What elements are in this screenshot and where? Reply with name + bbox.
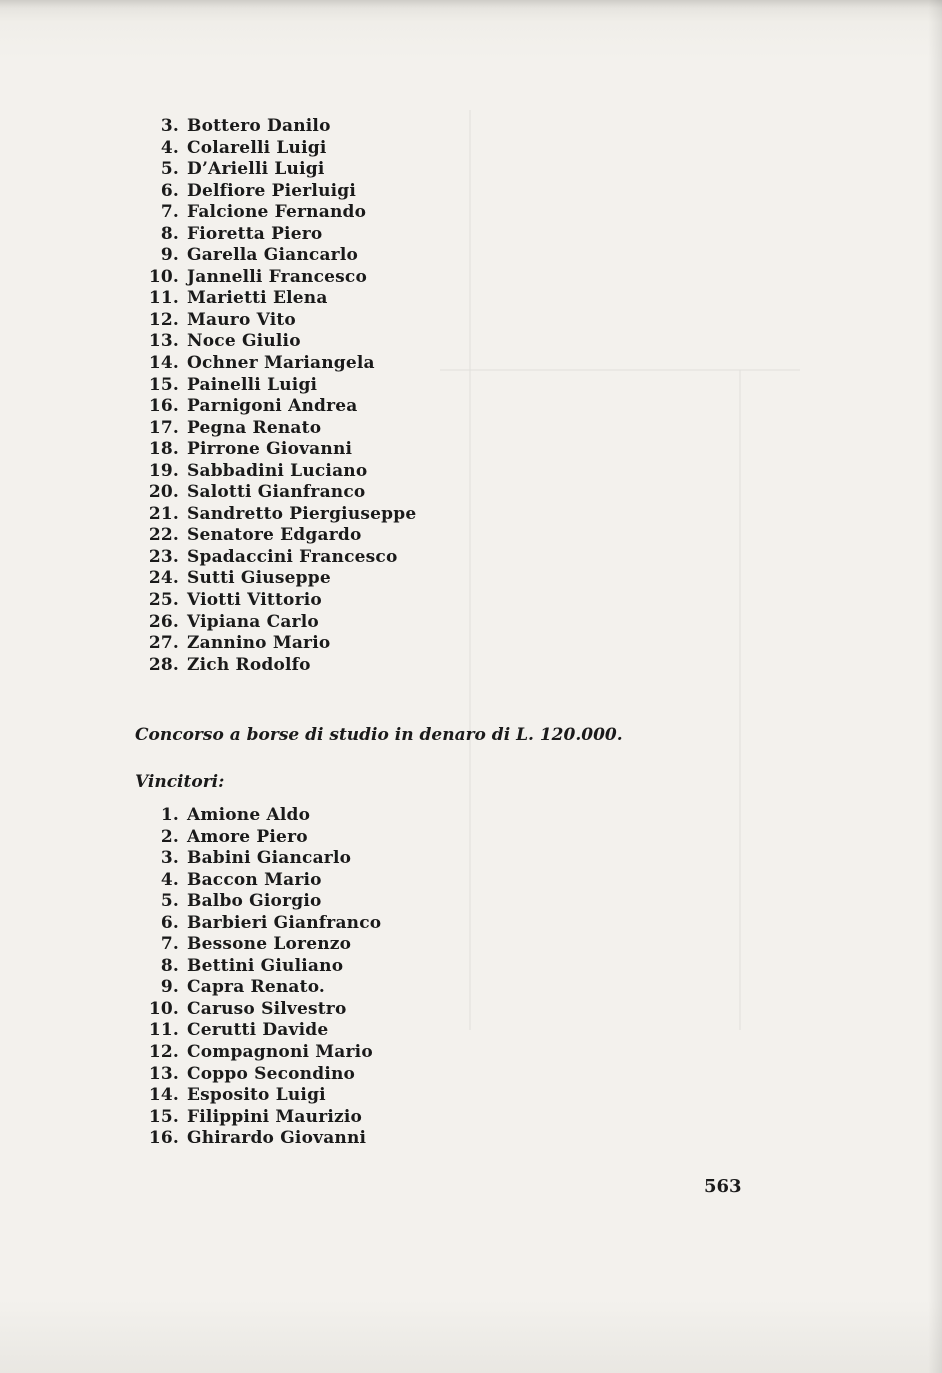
- item-name: Zannino Mario: [187, 633, 331, 654]
- item-name: Barbieri Gianfranco: [187, 912, 382, 933]
- item-name: Coppo Secondino: [187, 1063, 356, 1084]
- list-item: [133, 633, 416, 655]
- list-item: [133, 202, 416, 224]
- item-name: Spadaccini Francesco: [187, 546, 398, 567]
- page-number: 563: [704, 1176, 742, 1197]
- item-name: Falcione Fernando: [187, 202, 367, 223]
- list-item: [133, 805, 381, 827]
- item-number: 16.: [148, 1128, 179, 1149]
- item-number: 10.: [148, 266, 179, 287]
- list-item: [133, 870, 381, 892]
- item-number: 17.: [148, 417, 179, 438]
- list-item: [133, 827, 381, 849]
- reverse-side-bleed-through: [440, 110, 800, 1030]
- item-name: Bottero Danilo: [187, 116, 331, 136]
- list-item: [133, 655, 416, 677]
- list-item: [133, 482, 416, 504]
- list-item: [133, 353, 416, 375]
- item-name: Viotti Vittorio: [187, 590, 322, 611]
- item-number: 27.: [148, 633, 179, 654]
- item-name: Cerutti Davide: [187, 1020, 329, 1041]
- item-name: Esposito Luigi: [187, 1085, 326, 1106]
- item-name: Amore Piero: [187, 826, 308, 847]
- list-item: [133, 1085, 381, 1107]
- item-name: D’Arielli Luigi: [187, 159, 325, 180]
- list-item: [133, 956, 381, 978]
- item-name: Delfiore Pierluigi: [187, 180, 357, 201]
- list-item: [133, 848, 381, 870]
- list-item: [133, 181, 416, 203]
- item-number: 8.: [160, 223, 179, 244]
- item-name: Compagnoni Mario: [187, 1042, 373, 1063]
- item-number: 25.: [148, 590, 179, 611]
- item-number: 21.: [148, 503, 179, 524]
- list-item: [133, 612, 416, 634]
- list-item: [133, 1064, 381, 1086]
- list-item: [133, 525, 416, 547]
- list-item: [133, 138, 416, 160]
- item-name: Amione Aldo: [187, 805, 311, 825]
- item-number: 4.: [160, 869, 179, 890]
- item-name: Bessone Lorenzo: [187, 934, 352, 955]
- item-number: 3.: [160, 848, 179, 869]
- item-name: Bettini Giuliano: [187, 955, 344, 976]
- item-number: 12.: [148, 1042, 179, 1063]
- item-name: Pegna Renato: [187, 417, 322, 438]
- item-name: Filippini Maurizio: [187, 1106, 363, 1127]
- section-title: Concorso a borse di studio in denaro di L. 120.000.: [135, 725, 623, 745]
- item-number: 5.: [160, 159, 179, 180]
- item-name: Capra Renato.: [187, 977, 326, 998]
- item-number: 8.: [160, 955, 179, 976]
- list-item: [133, 267, 416, 289]
- item-number: 15.: [148, 1106, 179, 1127]
- item-number: 11.: [148, 288, 179, 309]
- item-name: Sutti Giuseppe: [187, 568, 331, 589]
- item-number: 14.: [148, 1085, 179, 1106]
- item-number: 15.: [148, 374, 179, 395]
- list-item: [133, 310, 416, 332]
- item-number: 23.: [148, 546, 179, 567]
- list-item: [133, 116, 416, 138]
- list-item: [133, 1020, 381, 1042]
- item-number: 26.: [148, 611, 179, 632]
- item-number: 1.: [160, 805, 179, 825]
- item-number: 3.: [160, 116, 179, 136]
- list-item: [133, 418, 416, 440]
- item-number: 11.: [148, 1020, 179, 1041]
- item-name: Noce Giulio: [187, 331, 301, 352]
- item-name: Pirrone Giovanni: [187, 439, 353, 460]
- item-number: 9.: [160, 977, 179, 998]
- list-item: [133, 224, 416, 246]
- list-item: [133, 547, 416, 569]
- item-number: 13.: [148, 1063, 179, 1084]
- list-item: [133, 977, 381, 999]
- list-item: [133, 1107, 381, 1129]
- list-item: [133, 999, 381, 1021]
- list-item: [133, 288, 416, 310]
- item-number: 6.: [160, 180, 179, 201]
- item-name: Senatore Edgardo: [187, 525, 362, 546]
- item-name: Vipiana Carlo: [187, 611, 319, 632]
- item-name: Fioretta Piero: [187, 223, 323, 244]
- list-item: [133, 891, 381, 913]
- item-number: 13.: [148, 331, 179, 352]
- list-item: [133, 245, 416, 267]
- list-item: [133, 439, 416, 461]
- item-number: 19.: [148, 460, 179, 481]
- winners-name-list: [133, 805, 381, 1150]
- item-number: 28.: [148, 654, 179, 675]
- list-item: [133, 913, 381, 935]
- item-number: 5.: [160, 891, 179, 912]
- item-name: Caruso Silvestro: [187, 998, 347, 1019]
- item-name: Colarelli Luigi: [187, 137, 327, 158]
- winners-label: Vincitori:: [135, 772, 225, 792]
- item-name: Marietti Elena: [187, 288, 328, 309]
- item-number: 16.: [148, 396, 179, 417]
- item-name: Ochner Mariangela: [187, 353, 375, 374]
- item-name: Sabbadini Luciano: [187, 460, 368, 481]
- item-name: Painelli Luigi: [187, 374, 318, 395]
- item-number: 18.: [148, 439, 179, 460]
- item-number: 2.: [160, 826, 179, 847]
- item-name: Parnigoni Andrea: [187, 396, 358, 417]
- list-item: [133, 590, 416, 612]
- item-number: 22.: [148, 525, 179, 546]
- item-name: Baccon Mario: [187, 869, 322, 890]
- item-name: Sandretto Piergiuseppe: [187, 503, 417, 524]
- list-item: [133, 396, 416, 418]
- item-name: Babini Giancarlo: [187, 848, 352, 869]
- list-item: [133, 375, 416, 397]
- continued-name-list: [133, 116, 416, 676]
- item-number: 7.: [160, 202, 179, 223]
- item-name: Salotti Gianfranco: [187, 482, 366, 503]
- item-number: 6.: [160, 912, 179, 933]
- item-name: Zich Rodolfo: [187, 654, 311, 675]
- item-number: 20.: [148, 482, 179, 503]
- item-name: Mauro Vito: [187, 309, 296, 330]
- item-number: 12.: [148, 309, 179, 330]
- list-item: [133, 1042, 381, 1064]
- item-number: 14.: [148, 353, 179, 374]
- list-item: [133, 934, 381, 956]
- list-item: [133, 1128, 381, 1150]
- list-item: [133, 461, 416, 483]
- item-number: 9.: [160, 245, 179, 266]
- item-name: Garella Giancarlo: [187, 245, 359, 266]
- item-number: 24.: [148, 568, 179, 589]
- item-name: Ghirardo Giovanni: [187, 1128, 367, 1149]
- list-item: [133, 159, 416, 181]
- page-edge-shadow: [928, 0, 942, 1373]
- item-name: Jannelli Francesco: [187, 266, 368, 287]
- list-item: [133, 504, 416, 526]
- item-number: 4.: [160, 137, 179, 158]
- item-number: 10.: [148, 998, 179, 1019]
- item-number: 7.: [160, 934, 179, 955]
- list-item: [133, 568, 416, 590]
- list-item: [133, 331, 416, 353]
- item-name: Balbo Giorgio: [187, 891, 322, 912]
